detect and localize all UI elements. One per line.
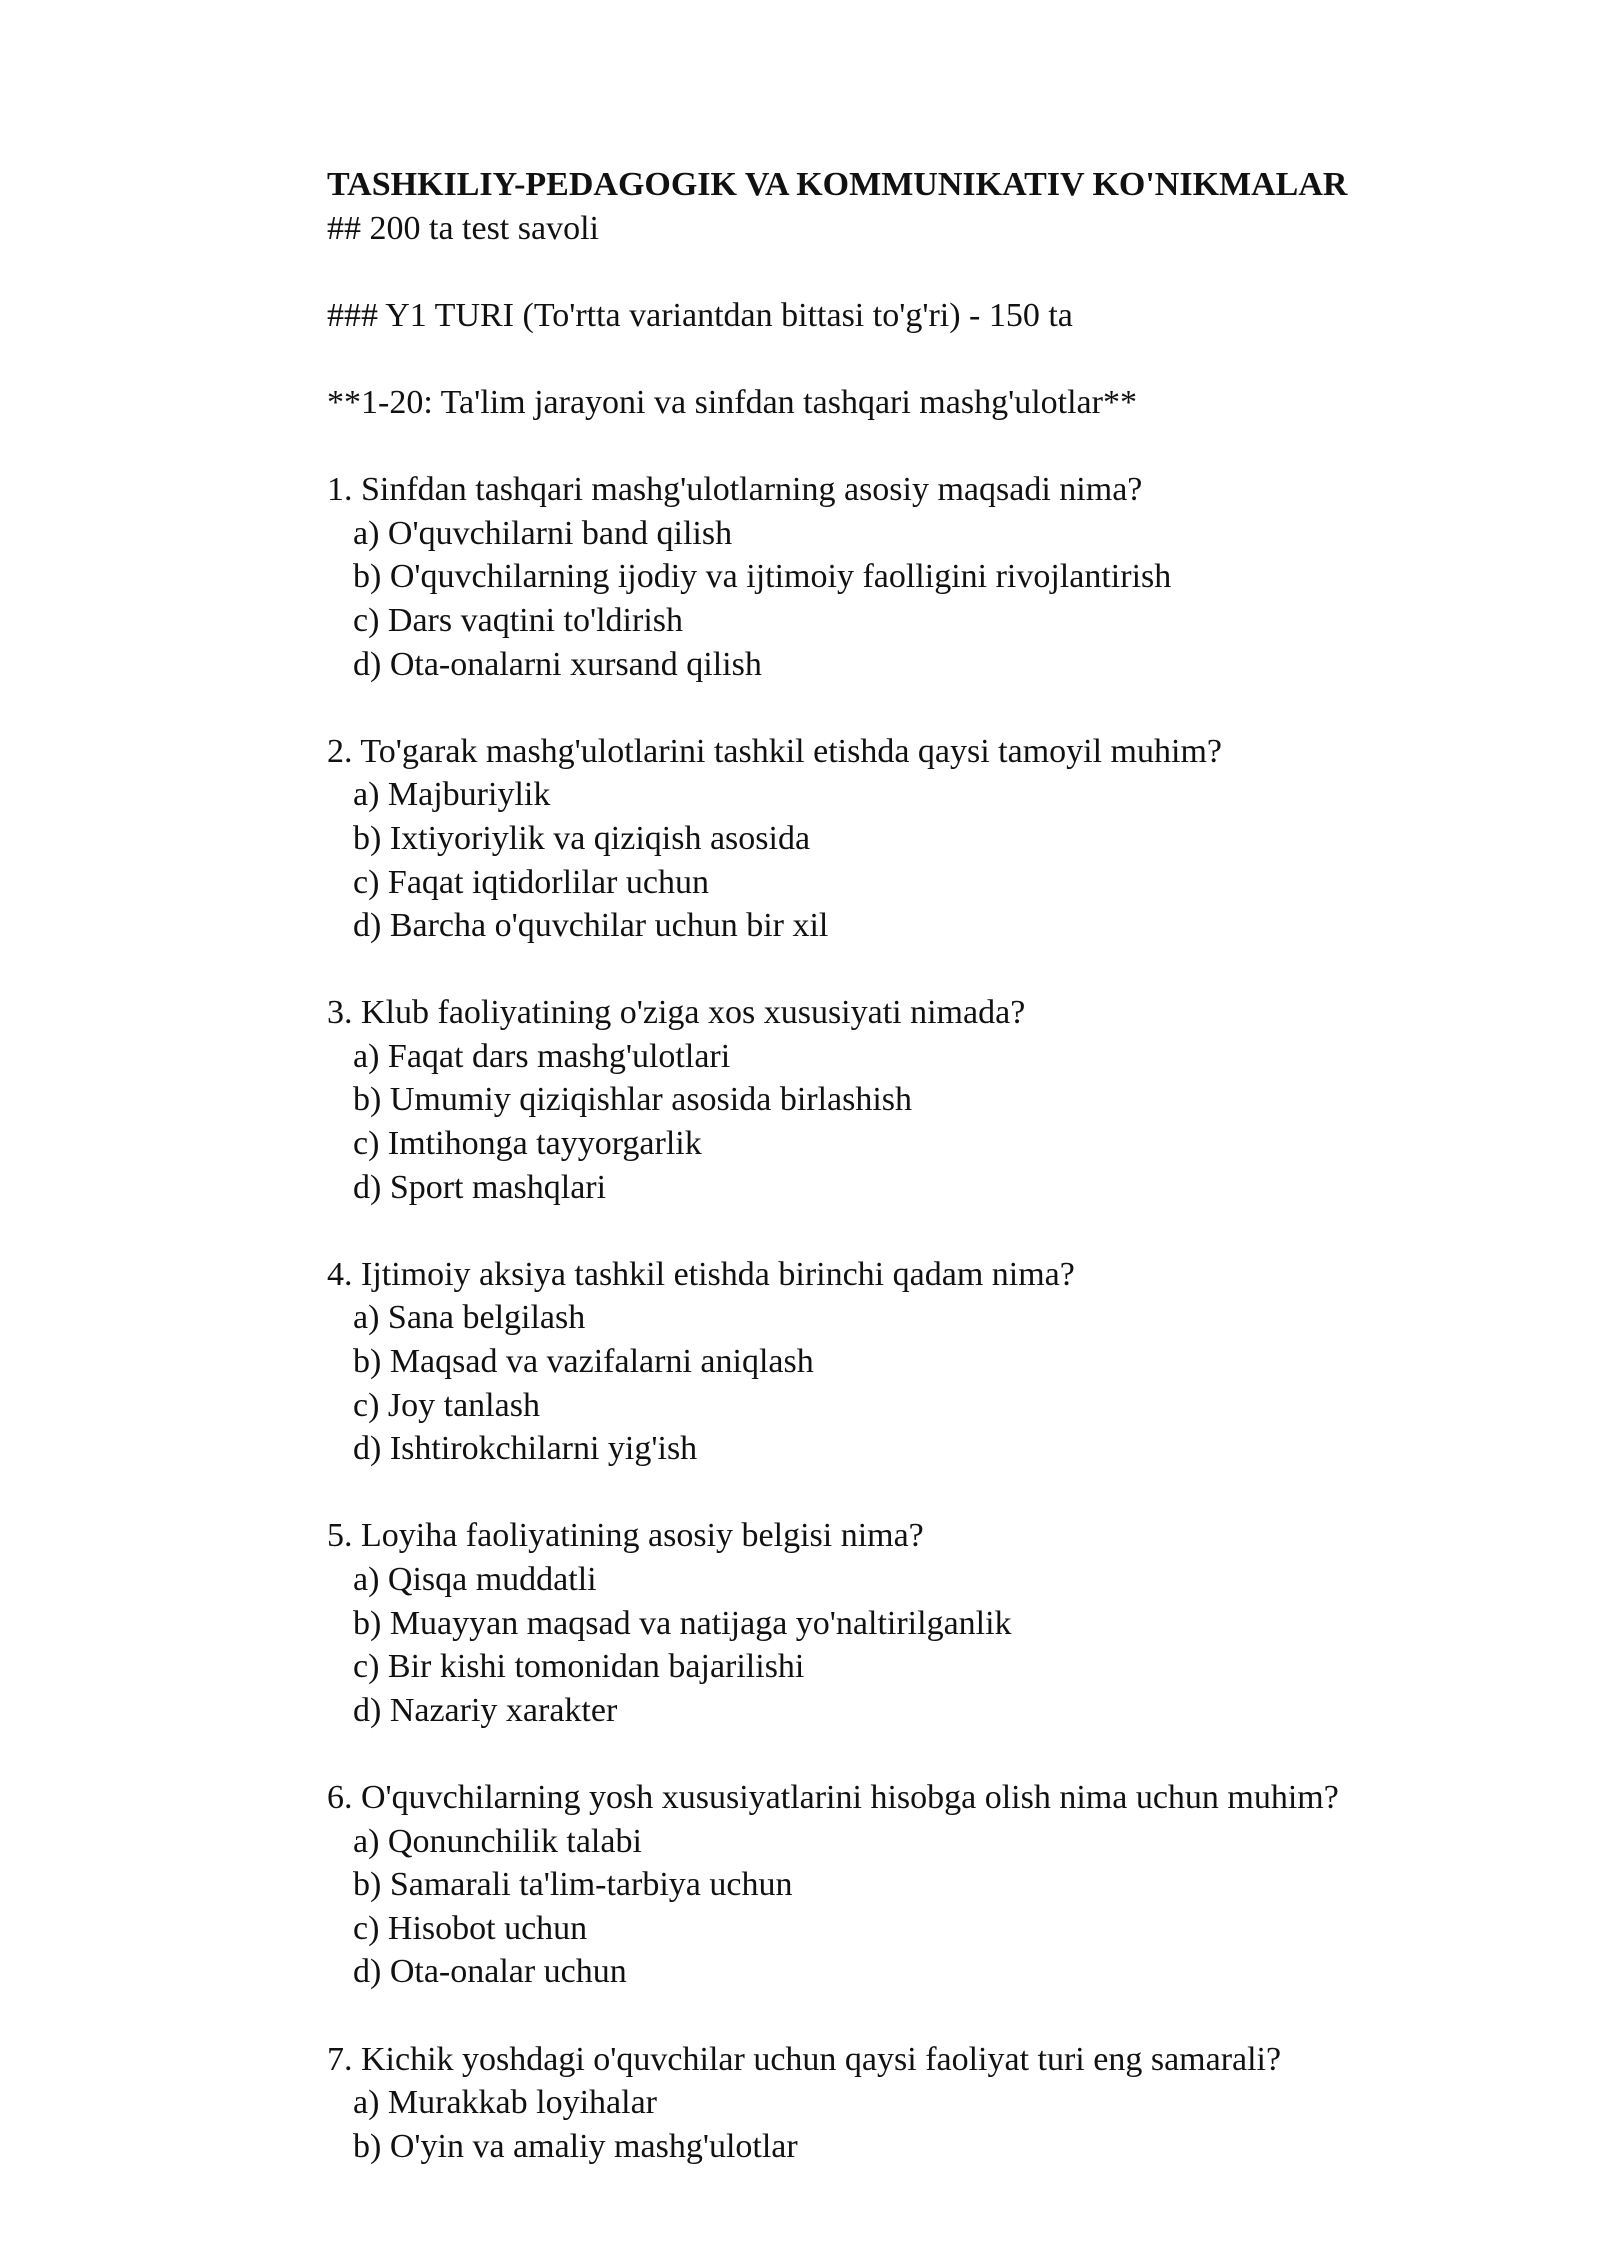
question-text: 6. O'quvchilarning yosh xususiyatlarini hisobga olish nima uchun muhim? (327, 1778, 1339, 1816)
document-subtitle: ## 200 ta test savoli (327, 209, 599, 247)
question-block (327, 1776, 1507, 1994)
answer-option: b) Muayyan maqsad va natijaga yo'naltirilganlik (353, 1604, 1012, 1642)
answer-option: d) Ota-onalarni xursand qilish (353, 645, 762, 683)
answer-option: b) O'yin va amaliy mashg'ulotlar (353, 2127, 798, 2165)
spacer (327, 1994, 1507, 2038)
section-type-heading: ### Y1 TURI (To'rtta variantdan bittasi to'g'ri) - 150 ta (327, 296, 1073, 334)
document-title: TASHKILIY-PEDAGOGIK VA KOMMUNIKATIV KO'NIKMALAR (327, 166, 1348, 203)
answer-option: c) Hisobot uchun (353, 1909, 588, 1947)
question-text: 2. To'garak mashg'ulotlarini tashkil etishda qaysi tamoyil muhim? (327, 732, 1222, 770)
answer-option: a) Murakkab loyihalar (353, 2084, 657, 2122)
question-text: 5. Loyiha faoliyatining asosiy belgisi nima? (327, 1517, 924, 1555)
answer-option: c) Imtihonga tayyorgarlik (353, 1125, 702, 1163)
spacer (327, 686, 1507, 730)
answer-option: a) Qonunchilik talabi (353, 1822, 642, 1860)
spacer (327, 948, 1507, 992)
answer-option: a) O'quvchilarni band qilish (353, 514, 733, 552)
question-text: 7. Kichik yoshdagi o'quvchilar uchun qaysi faoliyat turi eng samarali? (327, 2040, 1282, 2078)
answer-option: b) Maqsad va vazifalarni aniqlash (353, 1343, 814, 1381)
question-text: 1. Sinfdan tashqari mashg'ulotlarning asosiy maqsadi nima? (327, 471, 1143, 509)
answer-option: d) Ota-onalar uchun (353, 1953, 627, 1991)
answer-option: a) Qisqa muddatli (353, 1561, 597, 1598)
answer-option: d) Nazariy xarakter (353, 1691, 618, 1729)
question-block (327, 1514, 1507, 1732)
answer-option: c) Joy tanlash (353, 1386, 540, 1424)
answer-option: c) Bir kishi tomonidan bajarilishi (353, 1648, 805, 1686)
answer-option: b) Umumiy qiziqishlar asosida birlashish (353, 1081, 913, 1119)
question-block (327, 991, 1507, 1209)
question-block (327, 2038, 1507, 2169)
answer-option: d) Ishtirokchilarni yig'ish (353, 1430, 698, 1468)
answer-option: d) Barcha o'quvchilar uchun bir xil (353, 907, 829, 945)
question-block (327, 468, 1507, 686)
answer-option: a) Faqat dars mashg'ulotlari (353, 1037, 731, 1075)
spacer (327, 337, 1507, 381)
document-page (327, 163, 1507, 2168)
answer-option: a) Majburiylik (353, 776, 551, 814)
question-block (327, 730, 1507, 948)
question-text: 4. Ijtimoiy aksiya tashkil etishda birinchi qadam nima? (327, 1255, 1075, 1293)
spacer (327, 250, 1507, 294)
answer-option: c) Faqat iqtidorlilar uchun (353, 863, 709, 901)
spacer (327, 1471, 1507, 1515)
answer-option: b) Samarali ta'lim-tarbiya uchun (353, 1866, 793, 1904)
question-text: 3. Klub faoliyatining o'ziga xos xususiyati nimada? (327, 994, 1026, 1032)
spacer (327, 1732, 1507, 1776)
answer-option: a) Sana belgilash (353, 1299, 586, 1337)
answer-option: c) Dars vaqtini to'ldirish (353, 601, 684, 639)
spacer (327, 425, 1507, 469)
section-range-heading: **1-20: Ta'lim jarayoni va sinfdan tashqari mashg'ulotlar** (327, 383, 1137, 421)
answer-option: b) Ixtiyoriylik va qiziqish asosida (353, 819, 811, 857)
spacer (327, 1209, 1507, 1253)
answer-option: d) Sport mashqlari (353, 1168, 607, 1206)
question-block (327, 1253, 1507, 1471)
answer-option: b) O'quvchilarning ijodiy va ijtimoiy faolligini rivojlantirish (353, 558, 1172, 596)
